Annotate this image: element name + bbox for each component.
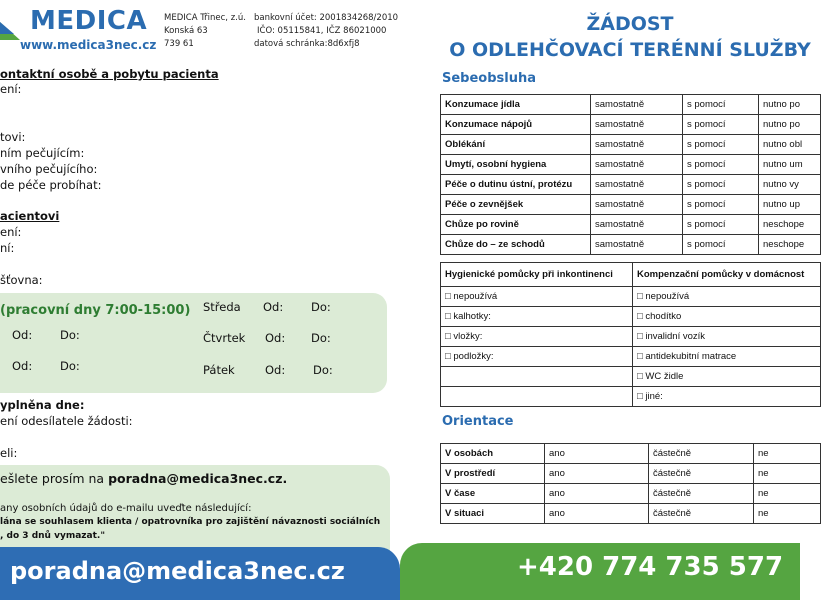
option-needs-care: nutno vy — [759, 175, 821, 195]
self-care-heading: Sebeobsluha — [442, 71, 537, 86]
table-header-row — [441, 263, 821, 287]
filled-date-label: yplněna dne: — [0, 398, 85, 412]
table-row — [441, 464, 821, 484]
brand-name: MEDICA — [30, 6, 148, 36]
document-title-line2: O ODLEHČOVACÍ TERÉNNÍ SLUŽBY — [449, 39, 811, 61]
table-row — [441, 115, 821, 135]
gdpr-quote-2: , do 3 dnů vymazat." — [0, 531, 106, 541]
option-partial: částečně — [649, 464, 754, 484]
option-no: ne — [754, 484, 821, 504]
table-row — [441, 175, 821, 195]
table-row — [441, 347, 821, 367]
option-with-help: s pomocí — [683, 235, 759, 255]
column-header: Hygienické pomůcky při inkontinenci — [441, 263, 633, 287]
table-row — [441, 327, 821, 347]
send-prefix: ešlete prosím na — [0, 471, 109, 486]
table-row — [441, 504, 821, 524]
day-from-thursday: Od: — [265, 331, 286, 345]
option-partial: částečně — [649, 484, 754, 504]
table-row — [441, 215, 821, 235]
website-link[interactable]: www.medica3nec.cz — [20, 38, 157, 52]
home-aid-option: □ invalidní vozík — [633, 327, 821, 347]
activity-cell: Oblékání — [441, 135, 591, 155]
option-partial: částečně — [649, 504, 754, 524]
table-row — [441, 287, 821, 307]
patient-section-title: acientovi — [0, 209, 60, 223]
gdpr-instruction: any osobních údajů do e-mailu uveďte následující: — [0, 503, 252, 514]
option-yes: ano — [545, 464, 649, 484]
day-name-thursday: Čtvrtek — [203, 331, 246, 345]
hygiene-aid-option: □ kalhotky: — [441, 307, 633, 327]
company-address — [164, 12, 246, 51]
option-needs-care: nutno po — [759, 95, 821, 115]
option-needs-care: nutno po — [759, 115, 821, 135]
document-title-line1: ŽÁDOST — [586, 13, 674, 35]
gdpr-quote-1: lána se souhlasem klienta / opatrovníka pro zajištění návaznosti sociálních — [0, 517, 381, 527]
table-row — [441, 155, 821, 175]
orientation-label: V situaci — [441, 504, 545, 524]
table-row — [441, 235, 821, 255]
option-needs-care: neschope — [759, 235, 821, 255]
day-from-2: Od: — [12, 359, 33, 373]
home-aid-option: □ nepoužívá — [633, 287, 821, 307]
patient-field-2: ní: — [0, 241, 15, 255]
company-ids — [254, 12, 398, 51]
option-yes: ano — [545, 444, 649, 464]
day-name-wednesday: Středa — [203, 300, 241, 314]
table-row — [441, 135, 821, 155]
patient-field-3: šťovna: — [0, 273, 43, 287]
day-to-1: Do: — [60, 328, 80, 342]
option-needs-care: nutno obl — [759, 135, 821, 155]
day-name-friday: Pátek — [203, 363, 235, 377]
activity-cell: Konzumace nápojů — [441, 115, 591, 135]
table-row — [441, 367, 821, 387]
patient-field-1: ení: — [0, 225, 22, 239]
home-aid-option: □ chodítko — [633, 307, 821, 327]
activity-cell: Konzumace jídla — [441, 95, 591, 115]
day-to-2: Do: — [60, 359, 80, 373]
send-email-link[interactable]: poradna@medica3nec.cz. — [108, 471, 288, 486]
company-street: Konská 63 — [164, 26, 208, 36]
company-zip: 739 61 — [164, 39, 194, 49]
option-independent: samostatně — [591, 235, 683, 255]
option-no: ne — [754, 504, 821, 524]
hygiene-aid-option: □ vložky: — [441, 327, 633, 347]
extra-label: eli: — [0, 446, 18, 460]
contact-field-5: de péče probíhat: — [0, 178, 102, 192]
option-with-help: s pomocí — [683, 175, 759, 195]
table-row — [441, 307, 821, 327]
hygiene-aid-option: □ nepoužívá — [441, 287, 633, 307]
home-aid-option: □ antidekubitní matrace — [633, 347, 821, 367]
table-row — [441, 387, 821, 407]
table-row — [441, 195, 821, 215]
day-to-wednesday: Do: — [311, 300, 331, 314]
visit-hours-title: (pracovní dny 7:00-15:00) — [0, 303, 191, 318]
bank-account: bankovní účet: 2001834268/2010 — [254, 13, 399, 23]
orientation-label: V čase — [441, 484, 545, 504]
day-from-friday: Od: — [265, 363, 286, 377]
option-needs-care: nutno up — [759, 195, 821, 215]
hygiene-aid-option — [441, 387, 633, 407]
hygiene-aid-option — [441, 367, 633, 387]
hygiene-aid-option: □ podložky: — [441, 347, 633, 367]
option-yes: ano — [545, 504, 649, 524]
sender-label: ení odesílatele žádosti: — [0, 414, 133, 428]
option-with-help: s pomocí — [683, 155, 759, 175]
option-independent: samostatně — [591, 95, 683, 115]
contact-field-4: vního pečujícího: — [0, 162, 98, 176]
option-independent: samostatně — [591, 175, 683, 195]
orientation-label: V osobách — [441, 444, 545, 464]
option-independent: samostatně — [591, 215, 683, 235]
company-ico: IČO: 05115841, IČZ 86021000 — [257, 26, 387, 36]
medica-logo-icon — [0, 14, 20, 40]
column-header: Kompenzační pomůcky v domácnost — [633, 263, 821, 287]
activity-cell: Umytí, osobní hygiena — [441, 155, 591, 175]
home-aid-option: □ WC židle — [633, 367, 821, 387]
option-no: ne — [754, 464, 821, 484]
company-name: MEDICA Třinec, z.ú. — [164, 13, 246, 23]
option-needs-care: neschope — [759, 215, 821, 235]
send-instruction — [0, 471, 287, 486]
contact-section-title: ontaktní osobě a pobytu pacienta — [0, 67, 219, 81]
aids-table — [440, 262, 821, 407]
activity-cell: Chůze po rovině — [441, 215, 591, 235]
day-to-friday: Do: — [313, 363, 333, 377]
table-row — [441, 95, 821, 115]
option-with-help: s pomocí — [683, 95, 759, 115]
option-independent: samostatně — [591, 115, 683, 135]
option-independent: samostatně — [591, 155, 683, 175]
footer-email[interactable]: poradna@medica3nec.cz — [10, 557, 345, 585]
day-to-thursday: Do: — [311, 331, 331, 345]
day-from-1: Od: — [12, 328, 33, 342]
option-with-help: s pomocí — [683, 135, 759, 155]
self-care-table — [440, 94, 821, 255]
contact-field-1: ení: — [0, 82, 22, 96]
activity-cell: Péče o dutinu ústní, protézu — [441, 175, 591, 195]
table-row — [441, 444, 821, 464]
option-needs-care: nutno um — [759, 155, 821, 175]
option-independent: samostatně — [591, 135, 683, 155]
option-no: ne — [754, 444, 821, 464]
day-from-wednesday: Od: — [263, 300, 284, 314]
footer-phone[interactable]: +420 774 735 577 — [517, 552, 784, 582]
option-independent: samostatně — [591, 195, 683, 215]
orientation-heading: Orientace — [442, 414, 514, 429]
home-aid-option: □ jiné: — [633, 387, 821, 407]
activity-cell: Péče o zevnějšek — [441, 195, 591, 215]
option-with-help: s pomocí — [683, 195, 759, 215]
option-partial: částečně — [649, 444, 754, 464]
orientation-label: V prostředí — [441, 464, 545, 484]
activity-cell: Chůze do – ze schodů — [441, 235, 591, 255]
option-with-help: s pomocí — [683, 115, 759, 135]
table-row — [441, 484, 821, 504]
contact-field-3: ním pečujícím: — [0, 146, 85, 160]
option-yes: ano — [545, 484, 649, 504]
orientation-table — [440, 443, 821, 524]
option-with-help: s pomocí — [683, 215, 759, 235]
contact-field-2: tovi: — [0, 130, 26, 144]
data-box: datová schránka:8d6xfj8 — [254, 39, 360, 49]
